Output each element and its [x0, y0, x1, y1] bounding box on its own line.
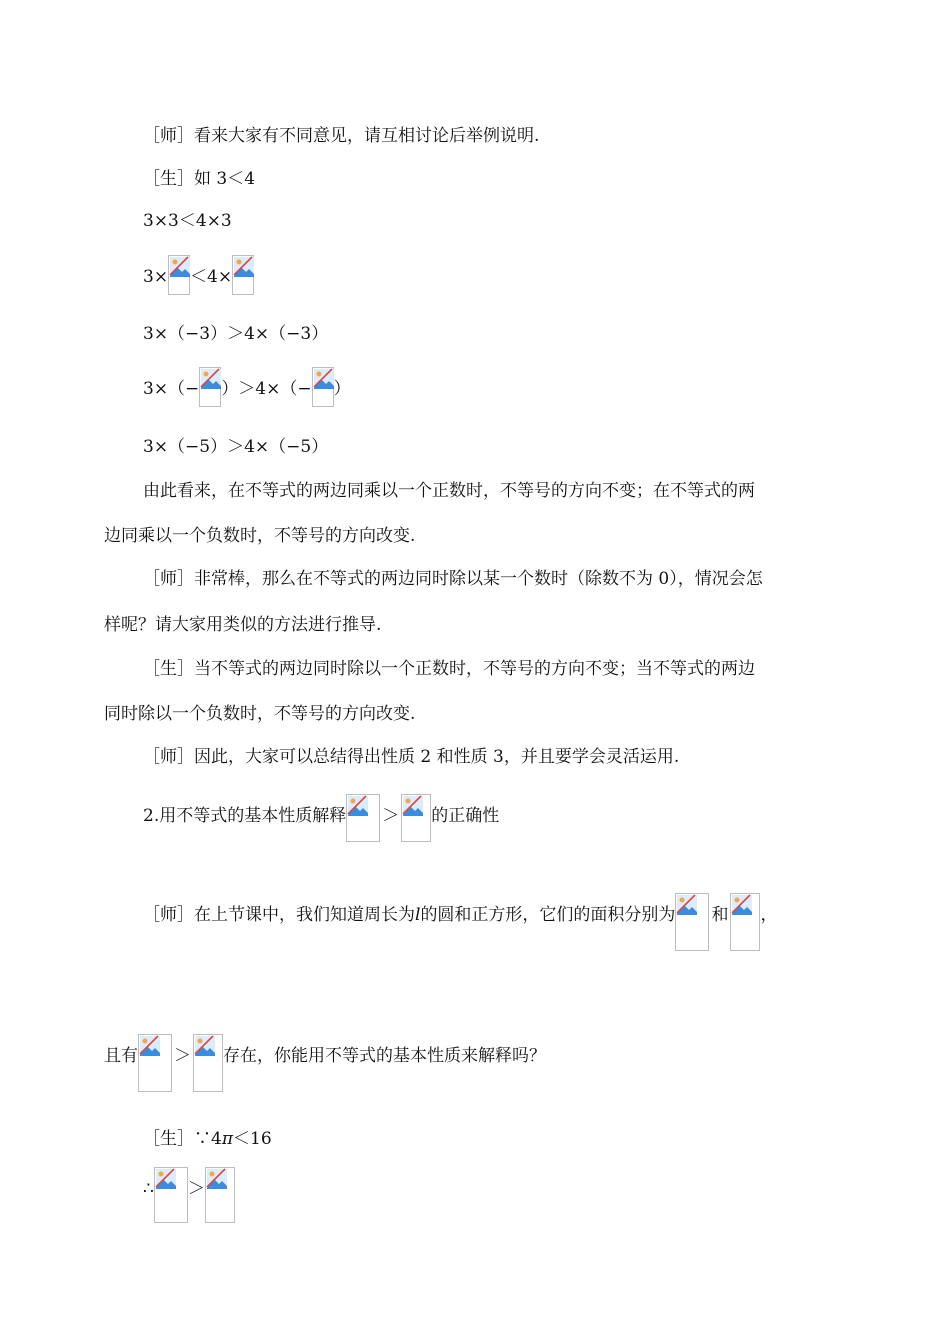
dialogue-student-3 [143, 1127, 272, 1151]
heading-text: ＞ [382, 806, 400, 826]
broken-image-icon [675, 893, 709, 951]
heading-text: 2.用不等式的基本性质解释 [143, 806, 347, 826]
broken-image-icon [154, 1167, 188, 1223]
broken-image-icon [199, 367, 221, 407]
broken-image-icon [193, 1034, 223, 1092]
dialogue-text: 存在，你能用不等式的基本性质来解释吗？ [223, 1046, 546, 1066]
dialogue-teacher-2: ［师］非常棒，那么在不等式的两边同时除以某一个数时（除数不为 0），情况会怎 [143, 569, 763, 589]
dialogue-text: ［生］∵4 [143, 1129, 222, 1149]
dialogue-text: 且有 [104, 1046, 138, 1066]
dialogue-text: ＜16 [233, 1129, 272, 1149]
dialogue-text: ［师］在上节课中，我们知道周长为 [143, 905, 415, 925]
conclusion-line [143, 1177, 235, 1201]
variable-pi: π [221, 1129, 234, 1149]
dialogue-student-1: ［生］如 3＜4 [143, 169, 256, 189]
expr-text: ＜4× [190, 267, 233, 287]
expr-text: ） [333, 379, 351, 399]
expr-text: ）＞4×（− [221, 379, 312, 399]
dialogue-teacher-4-cont [104, 1044, 546, 1068]
variable-l: l [415, 905, 421, 925]
heading-text: 的正确性 [431, 806, 500, 826]
paragraph-conclusion-1: 由此看来，在不等式的两边同乘以一个正数时，不等号的方向不变；在不等式的两 [143, 481, 755, 501]
therefore-symbol: ∴ [143, 1179, 154, 1199]
dialogue-text: ， [760, 905, 778, 925]
dialogue-student-2: ［生］当不等式的两边同时除以一个正数时，不等号的方向不变；当不等式的两边 [143, 659, 755, 679]
dialogue-text: 的圆和正方形，它们的面积分别为 [420, 905, 676, 925]
dialogue-teacher-2-cont: 样呢？请大家用类似的方法进行推导. [104, 615, 382, 635]
expr-text: 3× [143, 267, 169, 287]
dialogue-teacher-4 [143, 903, 777, 927]
example-line-1: 3×3＜4×3 [143, 211, 232, 231]
dialogue-teacher-1: ［师］看来大家有不同意见，请互相讨论后举例说明. [143, 126, 540, 146]
broken-image-icon [312, 367, 334, 407]
dialogue-text: 和 [711, 905, 729, 925]
paragraph-conclusion-1-cont: 边同乘以一个负数时，不等号的方向改变. [104, 526, 416, 546]
dialogue-text: ＞ [187, 1179, 205, 1199]
section-heading-2 [143, 804, 499, 828]
example-line-2 [143, 265, 254, 289]
broken-image-icon [232, 255, 254, 295]
example-line-3: 3×（−3）＞4×（−3） [143, 324, 329, 344]
dialogue-text: ＞ [174, 1046, 191, 1066]
expr-text: 3×（− [143, 379, 200, 399]
broken-image-icon [205, 1167, 235, 1223]
example-line-5: 3×（−5）＞4×（−5） [143, 437, 329, 457]
dialogue-teacher-3: ［师］因此，大家可以总结得出性质 2 和性质 3，并且要学会灵活运用. [143, 747, 680, 767]
broken-image-icon [168, 255, 190, 295]
dialogue-student-2-cont: 同时除以一个负数时，不等号的方向改变. [104, 704, 416, 724]
broken-image-icon [401, 794, 431, 842]
broken-image-icon [730, 893, 760, 951]
example-line-4 [143, 377, 351, 401]
broken-image-icon [346, 794, 380, 842]
broken-image-icon [138, 1034, 172, 1092]
